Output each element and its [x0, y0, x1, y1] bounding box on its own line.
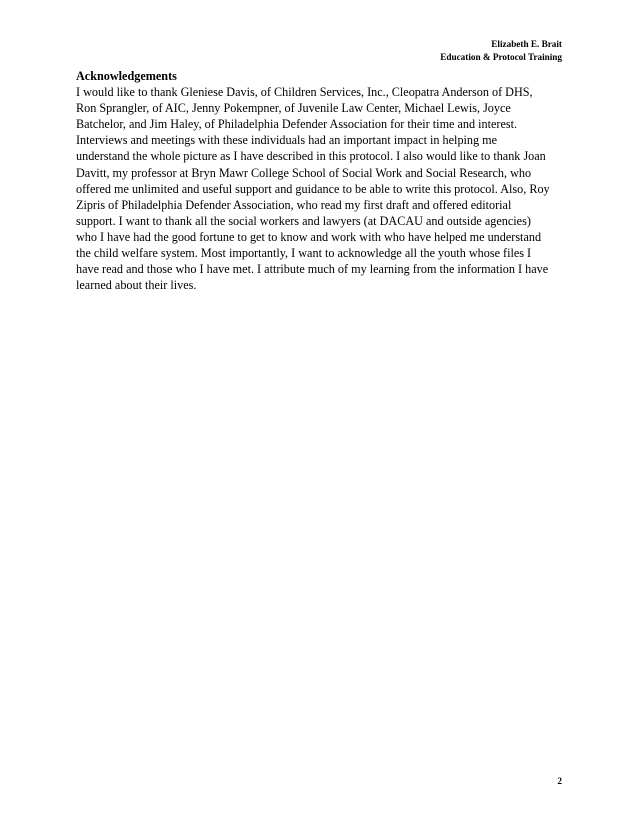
paragraph-line: support. I want to thank all the social workers and lawyers (at DACAU and outside agencies): [76, 213, 531, 228]
header-subtitle: Education & Protocol Training: [440, 52, 562, 62]
paragraph-line: Ron Sprangler, of AIC, Jenny Pokempner, of Juvenile Law Center, Michael Lewis, Joyce: [76, 101, 511, 116]
paragraph-line: Zipris of Philadelphia Defender Association, who read my first draft and offered editorial: [76, 197, 512, 212]
acknowledgements-section: [76, 68, 562, 293]
page-header: [440, 38, 562, 64]
paragraph-line: offered me unlimited and useful support and guidance to be able to write this protocol. Also, Roy: [76, 181, 550, 196]
paragraph-line: learned about their lives.: [76, 278, 197, 293]
acknowledgements-paragraph: [76, 84, 562, 293]
section-heading: Acknowledgements: [76, 69, 177, 83]
paragraph-line: I would like to thank Gleniese Davis, of Children Services, Inc., Cleopatra Anderson of DHS,: [76, 85, 533, 100]
header-author: Elizabeth E. Brait: [491, 39, 562, 49]
paragraph-line: understand the whole picture as I have described in this protocol. I also would like to thank Joan: [76, 149, 546, 164]
paragraph-line: Interviews and meetings with these individuals had an important impact in helping me: [76, 133, 498, 148]
paragraph-line: Davitt, my professor at Bryn Mawr College School of Social Work and Social Research, who: [76, 165, 532, 180]
paragraph-line: the child welfare system. Most importantly, I want to acknowledge all the youth whose files I: [76, 246, 532, 261]
paragraph-line: who I have had the good fortune to get to know and work with who have helped me understand: [76, 229, 542, 244]
page-number: 2: [557, 776, 562, 786]
paragraph-line: Batchelor, and Jim Haley, of Philadelphia Defender Association for their time and interest.: [76, 117, 518, 132]
paragraph-line: have read and those who I have met. I attribute much of my learning from the information I have: [76, 262, 549, 277]
